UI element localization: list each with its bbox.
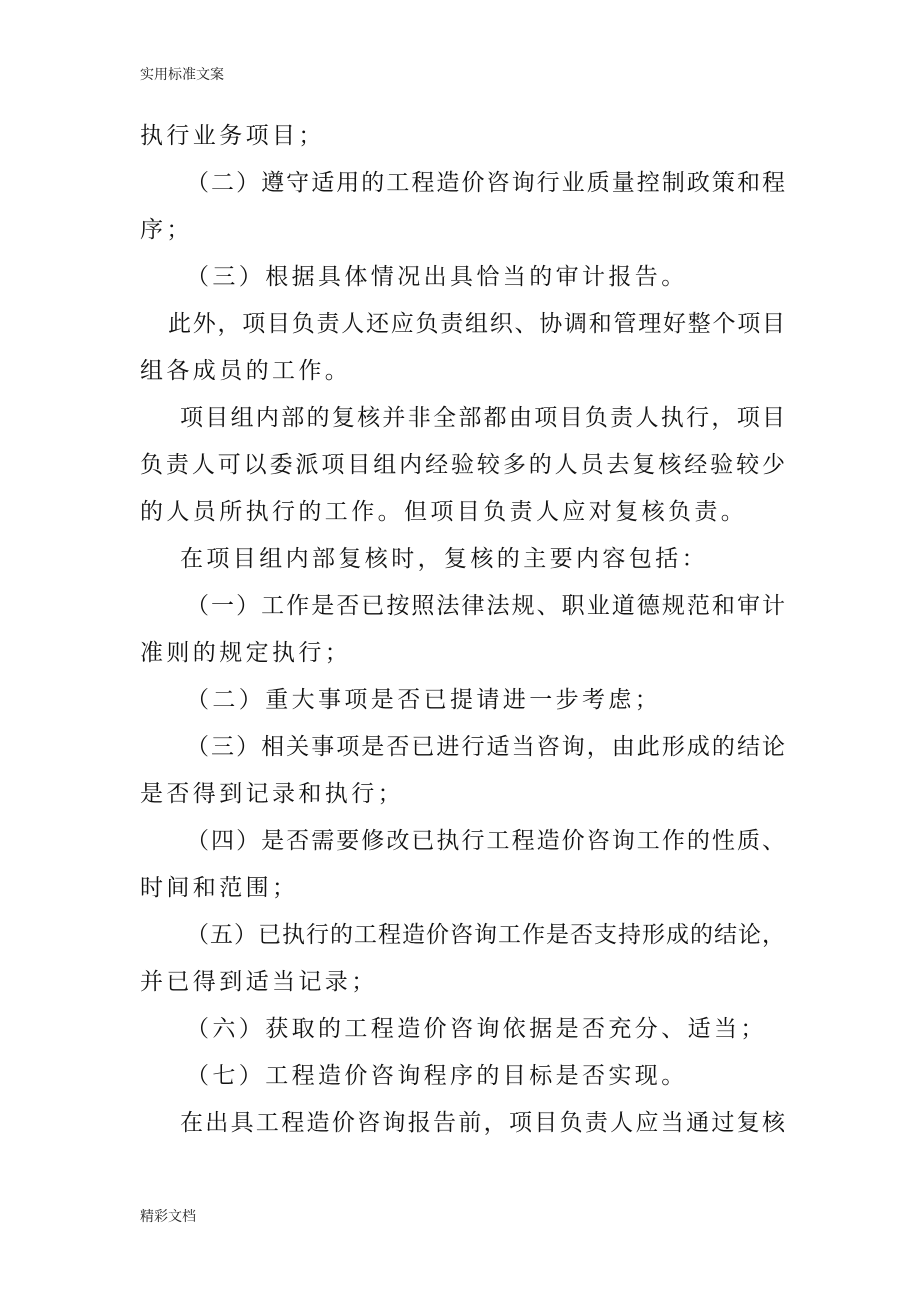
- text-line: 项目组内部的复核并非全部都由项目负责人执行，项目: [180, 405, 785, 431]
- text-line: 执行业务项目；: [140, 123, 325, 149]
- page-footer: 精彩文档: [140, 1209, 196, 1225]
- text-line: 在出具工程造价咨询报告前，项目负责人应当通过复核: [180, 1110, 785, 1136]
- page-header: 实用标准文案: [140, 67, 224, 83]
- text-line: 准则的规定执行；: [140, 640, 352, 666]
- text-line: 时间和范围；: [140, 875, 299, 901]
- text-line: （二）遵守适用的工程造价咨询行业质量控制政策和程: [186, 170, 785, 196]
- text-line: 是否得到记录和执行；: [140, 781, 404, 807]
- text-line: （一）工作是否已按照法律法规、职业道德规范和审计: [186, 593, 785, 619]
- text-line: （四）是否需要修改已执行工程造价咨询工作的性质、: [186, 828, 785, 854]
- text-line: （七）工程造价咨询程序的目标是否实现。: [186, 1063, 688, 1089]
- text-line: 组各成员的工作。: [140, 358, 352, 384]
- document-body: [140, 113, 785, 1147]
- text-line: （三）根据具体情况出具恰当的审计报告。: [186, 264, 688, 290]
- text-line: 在项目组内部复核时，复核的主要内容包括：: [180, 546, 708, 572]
- text-line: 此外，项目负责人还应负责组织、协调和管理好整个项目: [168, 311, 785, 337]
- text-line: 负责人可以委派项目组内经验较多的人员去复核经验较少: [140, 452, 785, 478]
- text-line: 并已得到适当记录；: [140, 969, 378, 995]
- text-line: 的人员所执行的工作。但项目负责人应对复核负责。: [140, 499, 748, 525]
- text-line: （二）重大事项是否已提请进一步考虑；: [186, 687, 662, 713]
- text-line: 序；: [140, 217, 193, 243]
- text-line: （三）相关事项是否已进行适当咨询，由此形成的结论: [186, 734, 785, 760]
- text-line: （五）已执行的工程造价咨询工作是否支持形成的结论，: [186, 922, 785, 948]
- text-line: （六）获取的工程造价咨询依据是否充分、适当；: [186, 1016, 767, 1042]
